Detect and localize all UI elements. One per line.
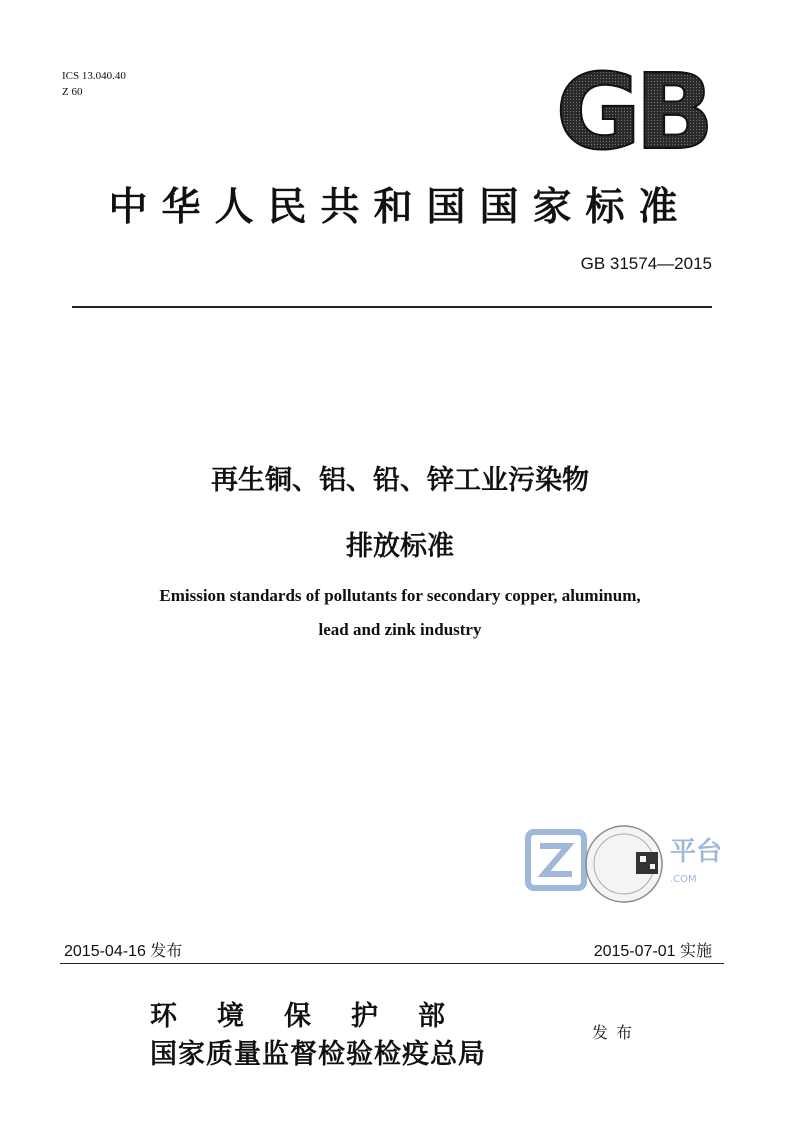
english-title-line2: lead and zink industry <box>318 620 482 639</box>
standard-number: GB 31574—2015 <box>580 254 712 273</box>
chinese-title-line2: 排放标准 <box>346 531 454 562</box>
watermark-stamp <box>520 818 730 910</box>
ics-code: ICS 13.040.40 <box>62 70 126 82</box>
header-divider <box>72 306 712 308</box>
ccs-code: Z 60 <box>62 86 83 98</box>
standard-category-title: 中华人民共和国国家标准 <box>108 185 692 230</box>
chinese-title-line1: 再生铜、铝、铅、锌工业污染物 <box>211 465 589 496</box>
watermark-subtext: .COM <box>670 874 697 885</box>
implementation-date: 2015-07-01 实施 <box>593 943 712 960</box>
qr-code-icon <box>636 852 658 874</box>
footer-divider <box>60 963 724 964</box>
classification-codes <box>62 68 126 100</box>
issuer-administration: 国家质量监督检验检疫总局 <box>150 1039 486 1070</box>
qr-code-marker <box>650 864 655 869</box>
gb-logo-text: GB <box>555 62 709 158</box>
watermark-text: 平台 <box>670 837 723 867</box>
publish-label: 发布 <box>592 1023 641 1042</box>
issuer-ministry: 环境保护部 <box>150 1001 485 1032</box>
watermark-z-icon <box>540 846 572 874</box>
qr-code-marker <box>640 856 646 862</box>
english-title-line1: Emission standards of pollutants for secondary copper, aluminum, <box>159 586 641 605</box>
issue-date: 2015-04-16 发布 <box>64 943 183 960</box>
gb-logo <box>548 62 716 158</box>
